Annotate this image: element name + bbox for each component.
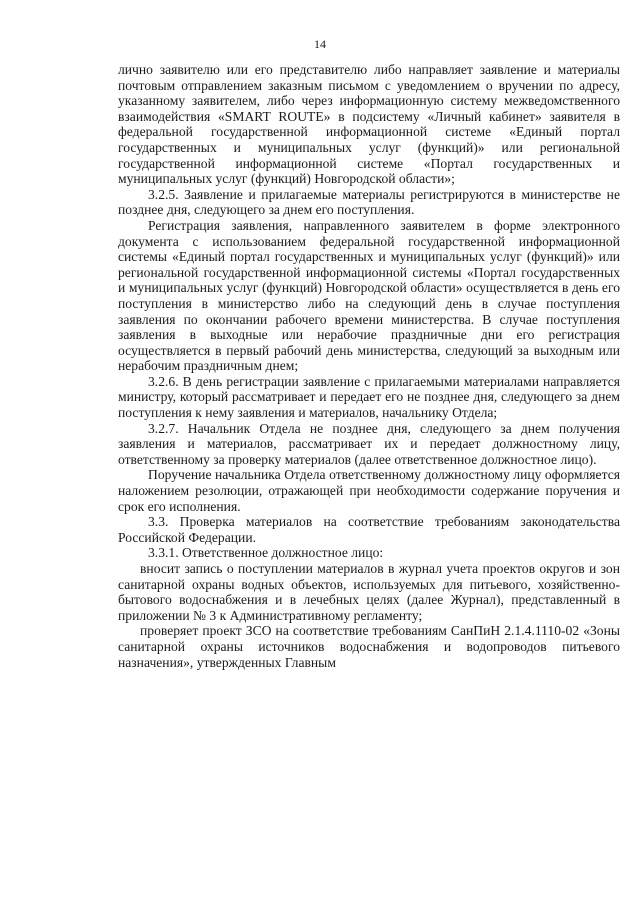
document-body	[118, 62, 620, 670]
paragraph: лично заявителю или его представителю либо направляет заявление и материалы почтовым отправлением заказным письмом с уведомлением о вручении по адресу, указанному заявителем, либо через информационную систему межведомственного взаимодействия «SMART ROUTE» в подсистему «Личный кабинет» заявителя в федеральной государственной информационной системе «Единый портал государственных и муниципальных услуг (функций)» или региональной государственной информационной системе «Портал государственных и муниципальных услуг (функций) Новгородской области»;	[118, 62, 620, 187]
paragraph: 3.3.1. Ответственное должностное лицо:	[148, 545, 384, 561]
paragraph: Поручение начальника Отдела ответственному должностному лицу оформляется наложением резолюции, отражающей при необходимости содержание поручения и срок его исполнения.	[118, 467, 620, 514]
paragraph: Регистрация заявления, направленного заявителем в форме электронного документа с использованием федеральной государственной информационной системы «Единый портал государственных и муниципальных услуг (функций)» или региональной государственной информационной системы «Портал государственных и муниципальных услуг (функций) Новгородской области» осуществляется в день его поступления в министерство либо на следующий день в случае поступления заявления по окончании рабочего времени министерства. В случае поступления заявления в выходные или нерабочие праздничные дни его регистрация осуществляется в первый рабочий день министерства, следующий за выходным или нерабочим праздничным днем;	[118, 217, 620, 374]
paragraph: проверяет проект ЗСО на соответствие требованиям СанПиН 2.1.4.1110-02 «Зоны санитарной охраны источников водоснабжения и водопроводов питьевого назначения», утвержденных Главным	[118, 623, 620, 670]
paragraph: 3.2.5. Заявление и прилагаемые материалы регистрируются в министерстве не позднее дня, следующего за днем его поступления.	[118, 186, 620, 218]
paragraph: 3.3. Проверка материалов на соответствие требованиям законодательства Российской Федерации.	[118, 514, 620, 545]
paragraph: 3.2.6. В день регистрации заявление с прилагаемыми материалами направляется министру, который рассматривает и передает его не позднее дня, следующего за днем поступления к нему заявления и материалов, начальнику Отдела;	[118, 373, 620, 421]
paragraph: 3.2.7. Начальник Отдела не позднее дня, следующего за днем получения заявления и материалов, рассматривает их и передает должностному лицу, ответственному за проверку материалов (далее ответственное должностное лицо).	[118, 420, 620, 467]
page-number: 14	[314, 37, 326, 51]
paragraph: вносит запись о поступлении материалов в журнал учета проектов округов и зон санитарной охраны водных объектов, используемых для питьевого, хозяйственно-бытового водоснабжения и в лечебных целях (далее Журнал), представленный в приложении № 3 к Административному регламенту;	[118, 561, 620, 623]
